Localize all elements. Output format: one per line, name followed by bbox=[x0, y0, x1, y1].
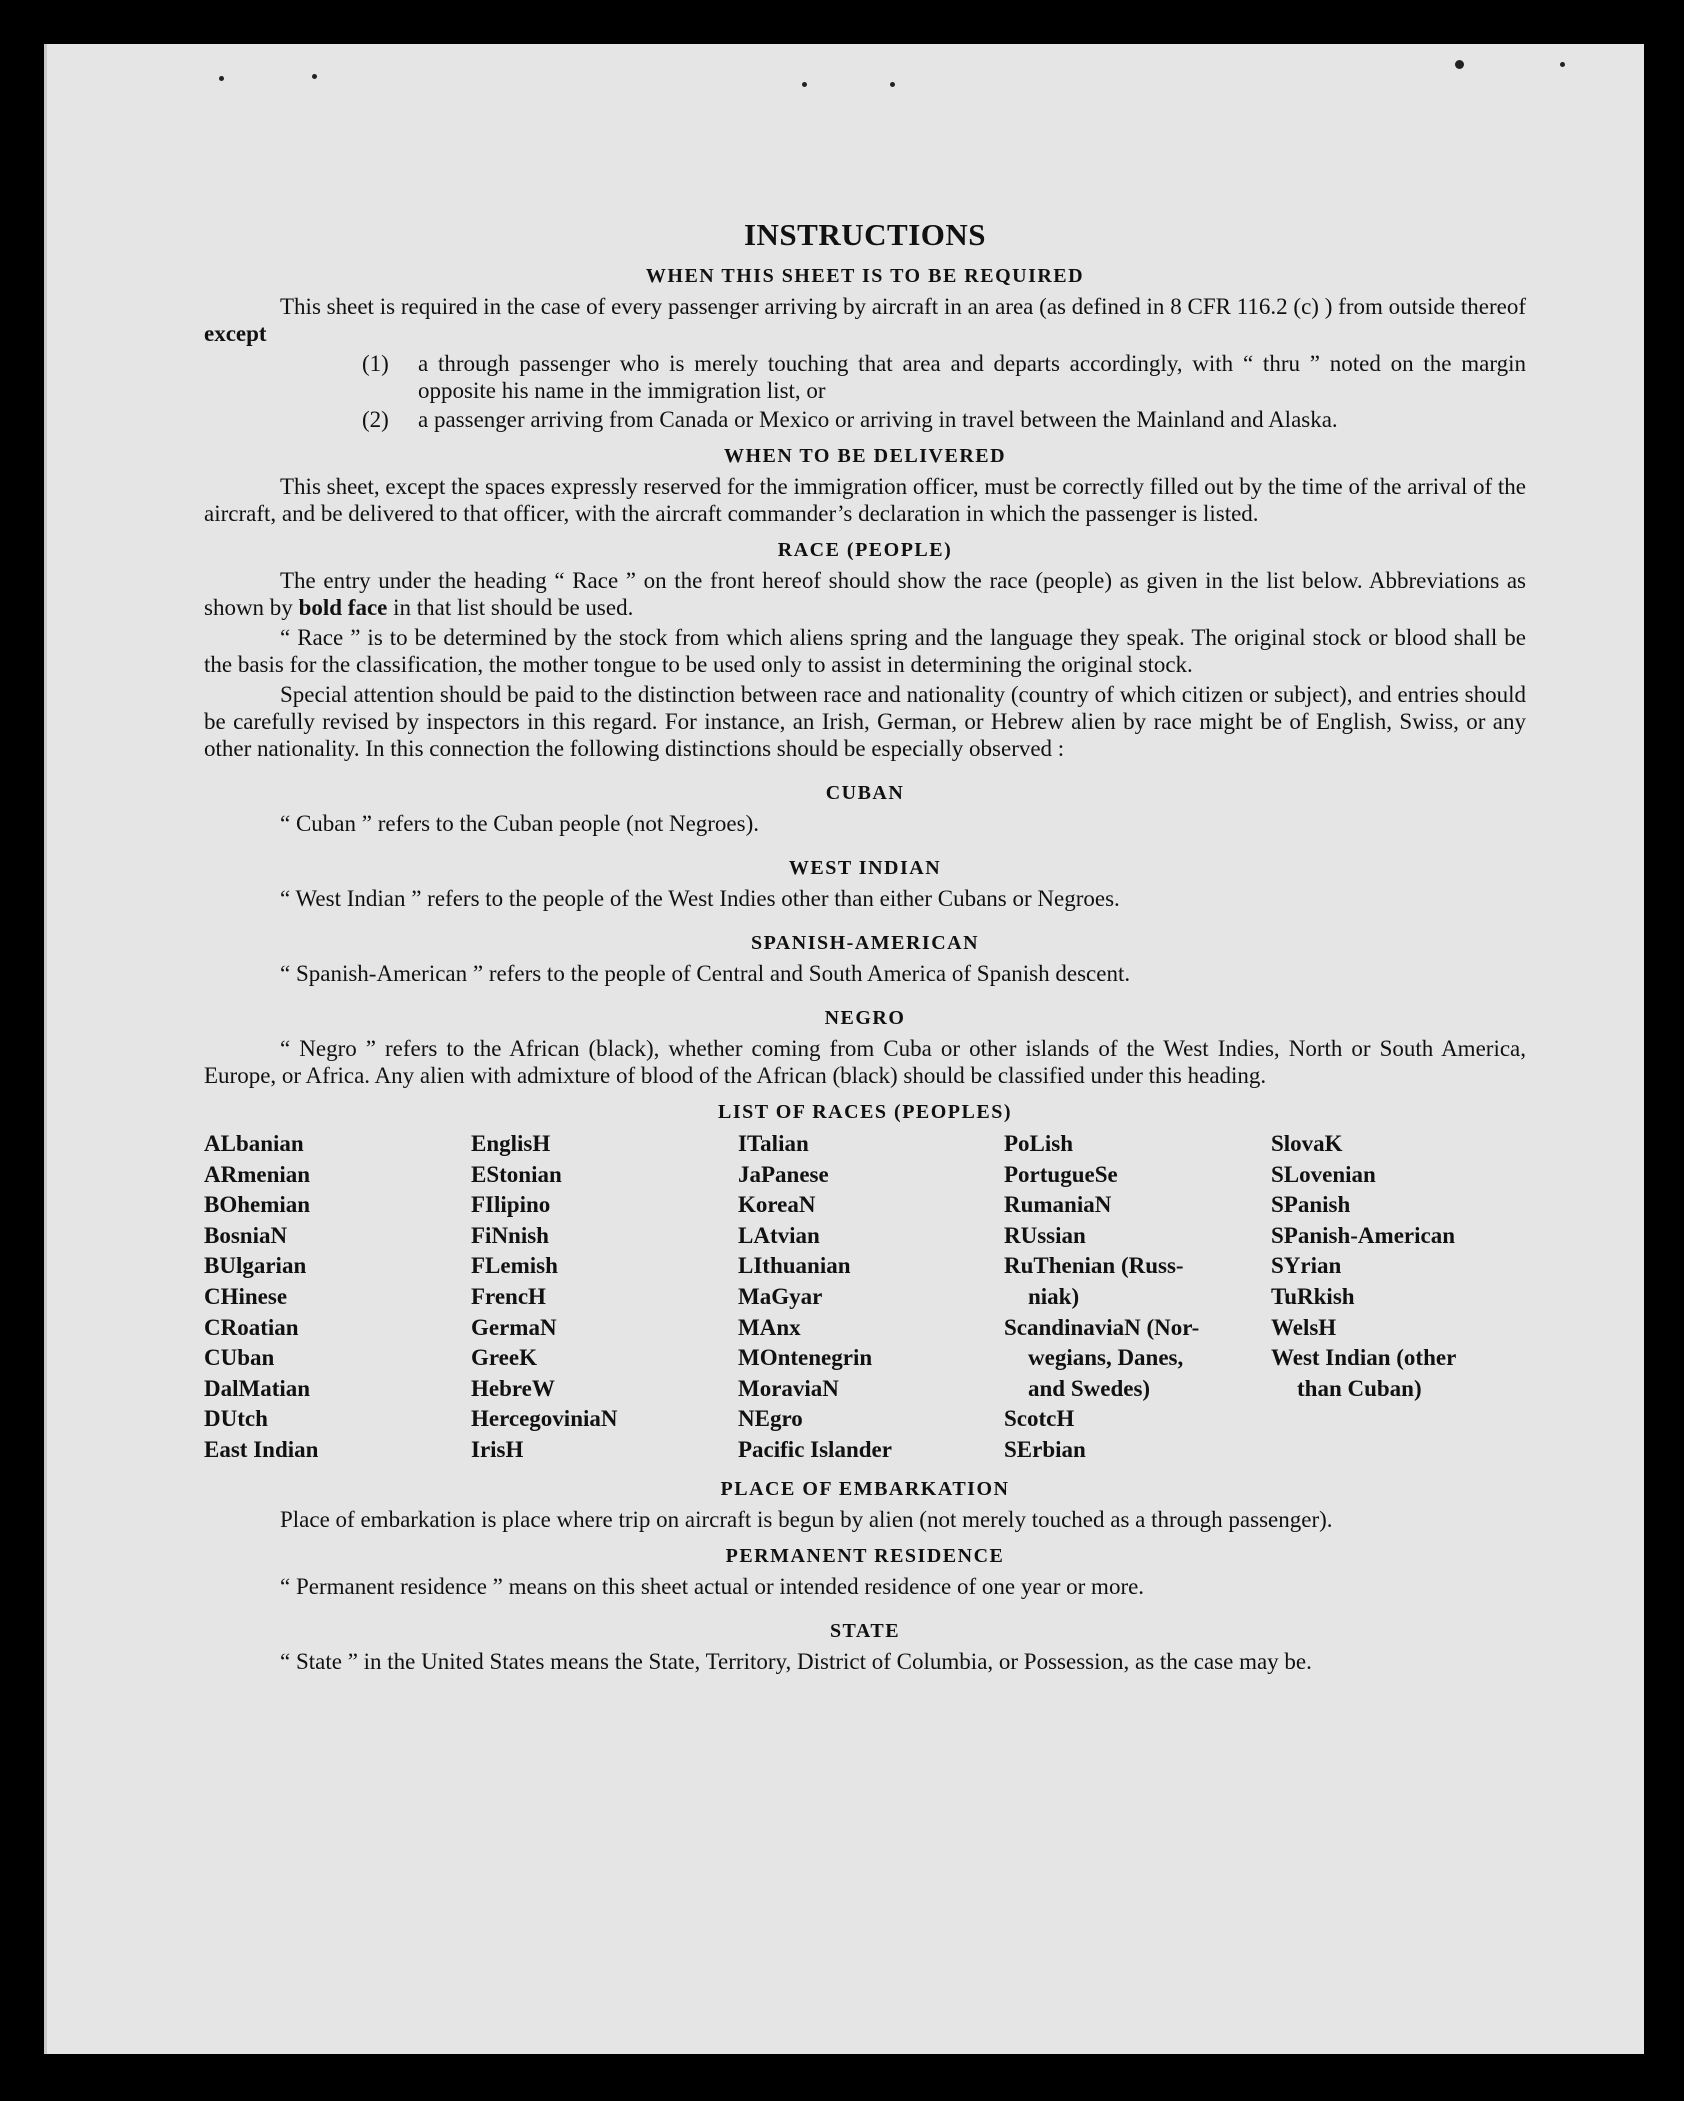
race-entry: MOntenegrin bbox=[738, 1345, 873, 1371]
race-entry: SPanish bbox=[1271, 1192, 1351, 1218]
race-entry: FrencH bbox=[471, 1283, 546, 1309]
spanish-american-text: “ Spanish-American ” refers to the people of Central and South America of Spanish descent. bbox=[280, 961, 1131, 986]
race-entry: RumaniaN bbox=[1004, 1192, 1112, 1218]
document-page bbox=[44, 44, 1644, 2054]
race-entry: Pacific Islander bbox=[738, 1436, 892, 1462]
race-entry: SlovaK bbox=[1271, 1131, 1343, 1156]
race-entry: CHinese bbox=[204, 1283, 288, 1309]
race-entry: GreeK bbox=[471, 1345, 537, 1371]
race-entry: SPanish-American bbox=[1271, 1222, 1455, 1248]
race-entry: EnglisH bbox=[471, 1131, 551, 1156]
race-entry: ScandinaviaN (Nor- bbox=[1004, 1314, 1200, 1340]
exception-item bbox=[362, 350, 1526, 404]
required-intro-bold: except bbox=[204, 321, 267, 346]
item-number: (1) bbox=[362, 351, 389, 376]
race-entry: WelsH bbox=[1271, 1314, 1337, 1340]
heading-when-required: WHEN THIS SHEET IS TO BE REQUIRED bbox=[645, 265, 1085, 287]
item-text: a through passenger who is merely touching that area and departs accordingly, with “ thru ” noted on the margin opposite his name in the immigration list, or bbox=[418, 351, 1526, 403]
speck bbox=[1455, 60, 1464, 69]
race-p1-before: The entry under the heading “ Race ” on the front hereof should show the race (people) as given in the list below. Abbreviations as shown by bbox=[204, 568, 1526, 620]
race-entry: SErbian bbox=[1004, 1436, 1086, 1462]
race-entry: LAtvian bbox=[738, 1222, 820, 1248]
race-paragraph-1 bbox=[204, 567, 1526, 621]
race-entry: KoreaN bbox=[738, 1192, 816, 1218]
race-entry: GermaN bbox=[471, 1314, 557, 1340]
race-entry: IrisH bbox=[471, 1436, 524, 1462]
race-entry: RuThenian (Russ- bbox=[1004, 1253, 1184, 1279]
race-entry: MoraviaN bbox=[738, 1375, 839, 1401]
negro-text: “ Negro ” refers to the African (black), whether coming from Cuba or other islands of the West Indies, North or South America, Europe, or Africa. Any alien with admixture of blood of the African (black) should be classified under this heading. bbox=[204, 1036, 1526, 1088]
heading-negro: NEGRO bbox=[824, 1007, 906, 1029]
heading-spanish-american: SPANISH-AMERICAN bbox=[750, 932, 980, 954]
heading-list-of-races: LIST OF RACES (PEOPLES) bbox=[717, 1101, 1012, 1123]
heading-permanent-residence: PERMANENT RESIDENCE bbox=[725, 1544, 1005, 1567]
race-column bbox=[738, 1129, 1004, 1466]
race-entry: NEgro bbox=[738, 1406, 803, 1432]
race-entry-continuation: niak) bbox=[1028, 1283, 1080, 1309]
race-entry: West Indian (other bbox=[1271, 1345, 1457, 1371]
race-entry: ALbanian bbox=[204, 1131, 304, 1156]
required-intro-text: This sheet is required in the case of every passenger arriving by aircraft in an area (as defined in 8 CFR 116.2 (c) ) from outside thereof bbox=[280, 294, 1526, 319]
race-entry: TuRkish bbox=[1271, 1283, 1355, 1309]
race-entry: ScotcH bbox=[1004, 1406, 1075, 1432]
race-entry: DalMatian bbox=[204, 1375, 311, 1401]
race-entry: MAnx bbox=[738, 1314, 801, 1340]
race-p1-bold: bold face bbox=[298, 595, 388, 620]
race-entry: JaPanese bbox=[738, 1161, 829, 1187]
race-entry: CRoatian bbox=[204, 1314, 299, 1340]
residence-text: “ Permanent residence ” means on this sheet actual or intended residence of one year or more. bbox=[280, 1573, 1145, 1599]
speck bbox=[219, 76, 224, 81]
page-title: INSTRUCTIONS bbox=[743, 217, 986, 252]
heading-when-delivered: WHEN TO BE DELIVERED bbox=[723, 445, 1007, 467]
item-text: a passenger arriving from Canada or Mexico or arriving in travel between the Mainland and Alaska. bbox=[418, 407, 1338, 432]
instructions-content bbox=[204, 209, 1526, 1678]
delivered-text: This sheet, except the spaces expressly reserved for the immigration officer, must be correctly filled out by the time of the arrival of the aircraft, and be delivered to that officer, with the aircraft commander’s declaration in which the passenger is listed. bbox=[204, 474, 1526, 526]
race-entry: East Indian bbox=[204, 1436, 319, 1462]
race-column bbox=[204, 1129, 471, 1466]
heading-west-indian: WEST INDIAN bbox=[788, 857, 942, 879]
speck bbox=[890, 82, 895, 87]
race-entry-continuation: and Swedes) bbox=[1028, 1375, 1151, 1401]
race-entry: HercegoviniaN bbox=[471, 1406, 618, 1432]
race-entry-continuation: than Cuban) bbox=[1297, 1375, 1422, 1401]
race-entry: ARmenian bbox=[204, 1161, 311, 1187]
race-entry: SLovenian bbox=[1271, 1161, 1376, 1187]
race-entry: BosniaN bbox=[204, 1222, 288, 1248]
race-entry: LIthuanian bbox=[738, 1253, 851, 1279]
exception-item bbox=[362, 406, 1526, 433]
item-number: (2) bbox=[362, 407, 389, 432]
west-indian-text: “ West Indian ” refers to the people of the West Indies other than either Cubans or Negroes. bbox=[280, 886, 1120, 911]
race-entry: BUlgarian bbox=[204, 1253, 307, 1279]
race-entry: DUtch bbox=[204, 1406, 268, 1432]
embarkation-text: Place of embarkation is place where trip on aircraft is begun by alien (not merely touched as a through passenger). bbox=[280, 1506, 1333, 1532]
speck bbox=[802, 82, 807, 87]
state-text: “ State ” in the United States means the State, Territory, District of Columbia, or Possession, as the case may be. bbox=[280, 1648, 1312, 1674]
race-entry: FiNnish bbox=[471, 1222, 549, 1248]
race-entry: BOhemian bbox=[204, 1192, 311, 1218]
race-entry: FLemish bbox=[471, 1253, 558, 1279]
heading-race: RACE (PEOPLE) bbox=[777, 539, 953, 561]
race-entry: EStonian bbox=[471, 1161, 562, 1187]
required-intro bbox=[204, 293, 1526, 347]
cuban-text: “ Cuban ” refers to the Cuban people (not Negroes). bbox=[280, 811, 760, 836]
heading-place-of-embarkation: PLACE OF EMBARKATION bbox=[720, 1477, 1010, 1500]
race-entry: MaGyar bbox=[738, 1283, 823, 1309]
race-entry: CUban bbox=[204, 1345, 275, 1371]
speck bbox=[1560, 62, 1565, 67]
speck bbox=[312, 74, 317, 79]
race-entry-continuation: wegians, Danes, bbox=[1028, 1345, 1184, 1371]
race-column bbox=[1004, 1129, 1271, 1466]
race-entry: FIlipino bbox=[471, 1192, 551, 1218]
race-column bbox=[471, 1129, 738, 1466]
heading-state: STATE bbox=[829, 1619, 901, 1642]
race-entry: ITalian bbox=[738, 1131, 809, 1156]
race-p1-after: in that list should be used. bbox=[393, 595, 634, 620]
race-entry: PortugueSe bbox=[1004, 1161, 1118, 1187]
race-paragraph-2: “ Race ” is to be determined by the stock from which aliens spring and the language they speak. The original stock or blood shall be the basis for the classification, the mother tongue to be used only to assist in determining the original stock. bbox=[204, 625, 1526, 677]
race-paragraph-3: Special attention should be paid to the distinction between race and nationality (country of which citizen or subject), and entries should be carefully revised by inspectors in this regard. For instance, an Irish, German, or Hebrew alien by race might be of English, Swiss, or any other nationality. In this connection the following distinctions should be especially observed : bbox=[204, 682, 1526, 761]
race-entry: HebreW bbox=[471, 1375, 555, 1401]
race-entry: PoLish bbox=[1004, 1131, 1074, 1156]
race-list bbox=[204, 1129, 1526, 1466]
heading-cuban: CUBAN bbox=[825, 782, 905, 804]
race-entry: SYrian bbox=[1271, 1253, 1342, 1279]
race-entry: RUssian bbox=[1004, 1222, 1086, 1248]
race-column bbox=[1271, 1129, 1526, 1466]
